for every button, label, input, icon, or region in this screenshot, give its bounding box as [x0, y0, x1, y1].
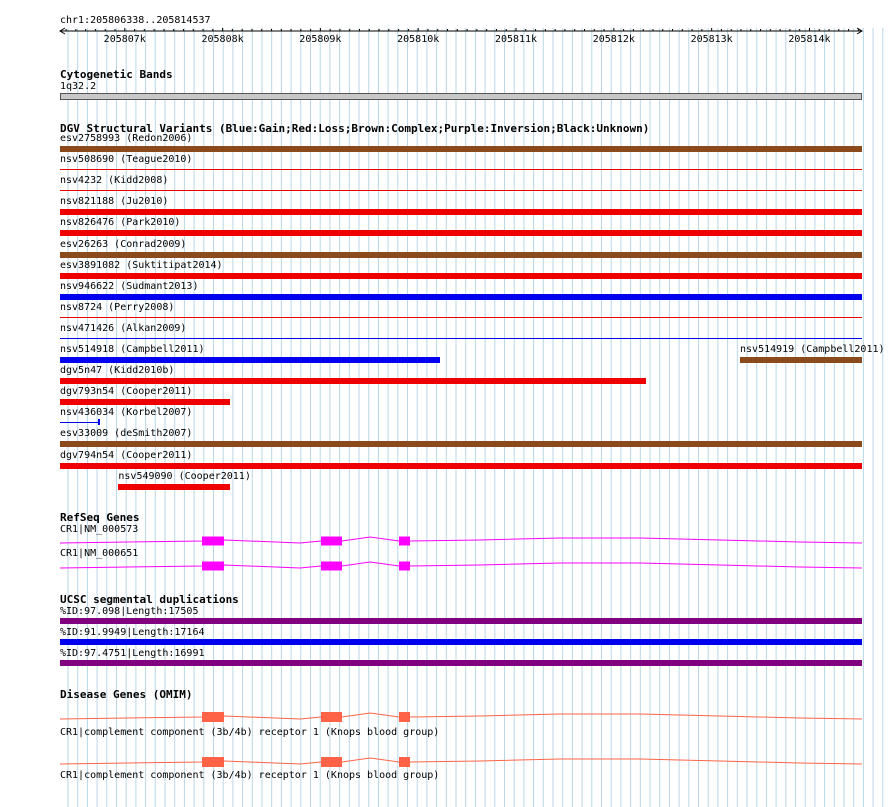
segdup-label: %ID:91.9949|Length:17164: [60, 627, 205, 638]
dgv-variant-label: nsv436034 (Korbel2007): [60, 407, 193, 419]
dgv-variant-label: dgv793n54 (Cooper2011): [60, 386, 193, 398]
dgv-variant-label: esv2758993 (Redon2006): [60, 133, 193, 144]
segdup-label: %ID:97.4751|Length:16991: [60, 648, 205, 659]
dgv-variant-label: dgv794n54 (Cooper2011): [60, 449, 193, 461]
ruler-tick-label: 205808k: [201, 34, 244, 45]
omim-intron-line: [60, 713, 862, 719]
dgv-variant-label: esv33009 (deSmith2007): [60, 428, 193, 440]
dgv-variant-label: nsv471426 (Alkan2009): [60, 322, 187, 334]
dgv-variant-label: nsv821188 (Ju2010): [60, 196, 169, 208]
dgv-variant-label: dgv5n47 (Kidd2010b): [60, 365, 175, 377]
omim-exon: [321, 757, 342, 767]
omim-intron-line: [60, 758, 862, 764]
dgv-variant-label: nsv514918 (Campbell2011): [60, 344, 205, 355]
dgv-variant-label: esv3891082 (Suktitipat2014): [60, 259, 223, 271]
dgv-variant-label: nsv4232 (Kidd2008): [60, 175, 169, 187]
omim-track-title: Disease Genes (OMIM): [60, 688, 193, 701]
dgv-variant-label: nsv514919 (Campbell2011): [740, 344, 885, 355]
dgv-variant-label: nsv826476 (Park2010): [60, 217, 181, 229]
omim-exon: [399, 712, 410, 722]
segdup-track-title: UCSC segmental duplications: [60, 593, 239, 606]
ruler-tick-label: 205809k: [299, 34, 342, 45]
ruler-tick-label: 205810k: [397, 34, 440, 45]
ruler-tick-label: 205812k: [592, 34, 635, 45]
refseq-gene-label: CR1|NM_000651: [60, 548, 139, 559]
segdup-label: %ID:97.098|Length:17505: [60, 606, 199, 617]
dgv-variant-label: nsv508690 (Teague2010): [60, 154, 193, 166]
dgv-variant-label: nsv8724 (Perry2008): [60, 301, 175, 313]
dgv-variant-label: esv26263 (Conrad2009): [60, 238, 187, 250]
dgv-variant-label: nsv946622 (Sudmant2013): [60, 280, 199, 292]
omim-exon: [202, 712, 224, 722]
refseq-track-title: RefSeq Genes: [60, 511, 140, 524]
ruler-tick-label: 205807k: [103, 34, 146, 45]
omim-gene-label: CR1|complement component (3b/4b) receptor 1 (Knops blood group): [60, 770, 440, 781]
dgv-variant-label: nsv549090 (Cooper2011): [118, 470, 251, 482]
omim-gene-label: CR1|complement component (3b/4b) receptor 1 (Knops blood group): [60, 727, 440, 738]
omim-exon: [399, 757, 410, 767]
refseq-gene-label: CR1|NM_000573: [60, 524, 139, 535]
cytoband-track-title: Cytogenetic Bands: [60, 68, 173, 81]
dgv-track-title: DGV Structural Variants (Blue:Gain;Red:Loss;Brown:Complex;Purple:Inversion;Black:Unknown): [60, 122, 650, 135]
ruler-tick-label: 205811k: [494, 34, 538, 45]
omim-exon: [321, 712, 342, 722]
ruler-title: chr1:205806338..205814537: [60, 15, 211, 26]
omim-exon: [202, 757, 224, 767]
ruler-tick-label: 205814k: [788, 34, 831, 45]
cytoband-label: 1q32.2: [60, 81, 97, 92]
ruler-tick-label: 205813k: [690, 34, 733, 45]
